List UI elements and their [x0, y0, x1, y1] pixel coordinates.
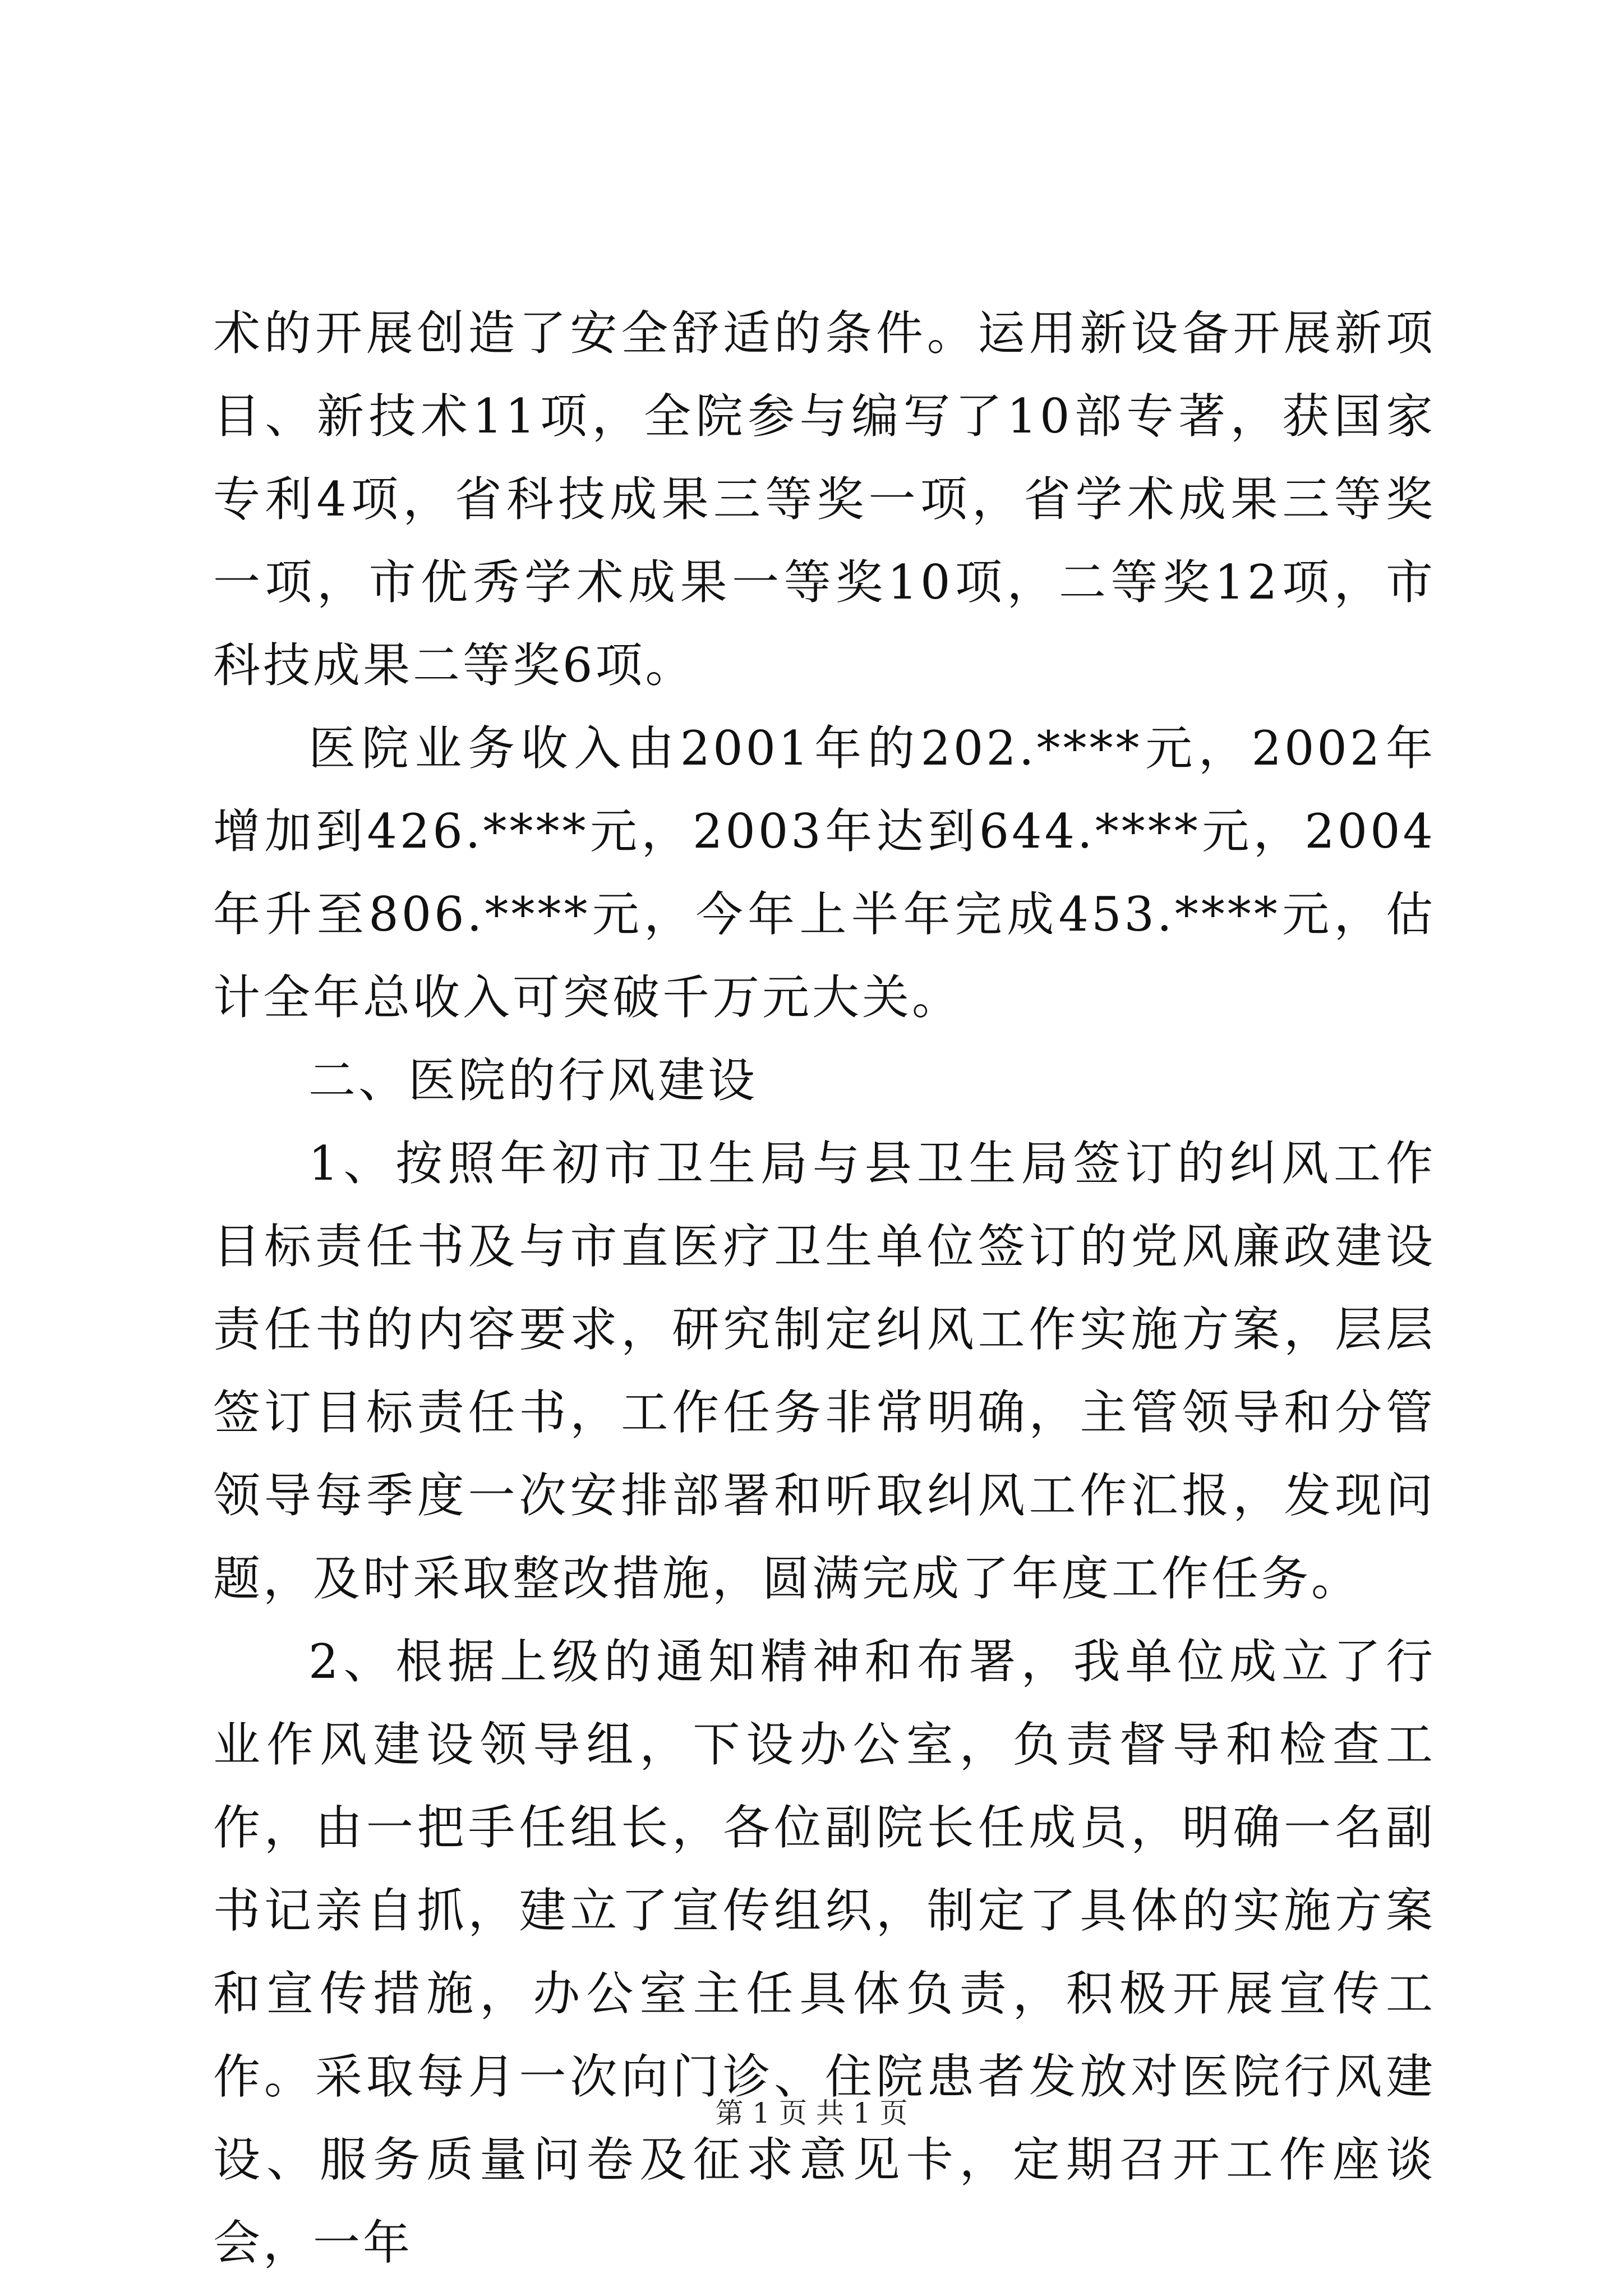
paragraph-item-2: 2、根据上级的通知精神和布署，我单位成立了行业作风建设领导组，下设办公室，负责督导和检查工作，由一把手任组长，各位副院长任成员，明确一名副书记亲自抓，建立了宣传组织，制定了具体的实施方案和宣传措施，办公室主任具体负责，积极开展宣传工作。采取每月一次向门诊、住院患者发放对医院行风建设、服务质量问卷及征求意见卡，定期召开工作座谈会，一年: [213, 1634, 1436, 2270]
page-footer: 第 1 页 共 1 页: [715, 2097, 908, 2129]
section-heading: 二、医院的行风建设: [308, 1053, 758, 1108]
paragraph-continuation: 术的开展创造了安全舒适的条件。运用新设备开展新项目、新技术11项，全院参与编写了10部专著，获国家专利4项，省科技成果三等奖一项，省学术成果三等奖一项，市优秀学术成果一等奖10项，二等奖12项，市科技成果二等奖6项。: [213, 306, 1436, 693]
body-text: [213, 292, 1436, 2284]
paragraph-revenue: 医院业务收入由2001年的202.****元，2002年增加到426.****元，2003年达到644.****元，2004年升至806.****元，今年上半年完成453.****元，估计全年总收入可突破千万元大关。: [213, 721, 1436, 1025]
paragraph-item-1: 1、按照年初市卫生局与县卫生局签订的纠风工作目标责任书及与市直医疗卫生单位签订的党风廉政建设责任书的内容要求，研究制定纠风工作实施方案，层层签订目标责任书，工作任务非常明确，主管领导和分管领导每季度一次安排部署和听取纠风工作汇报，发现问题，及时采取整改措施，圆满完成了年度工作任务。: [213, 1136, 1436, 1606]
